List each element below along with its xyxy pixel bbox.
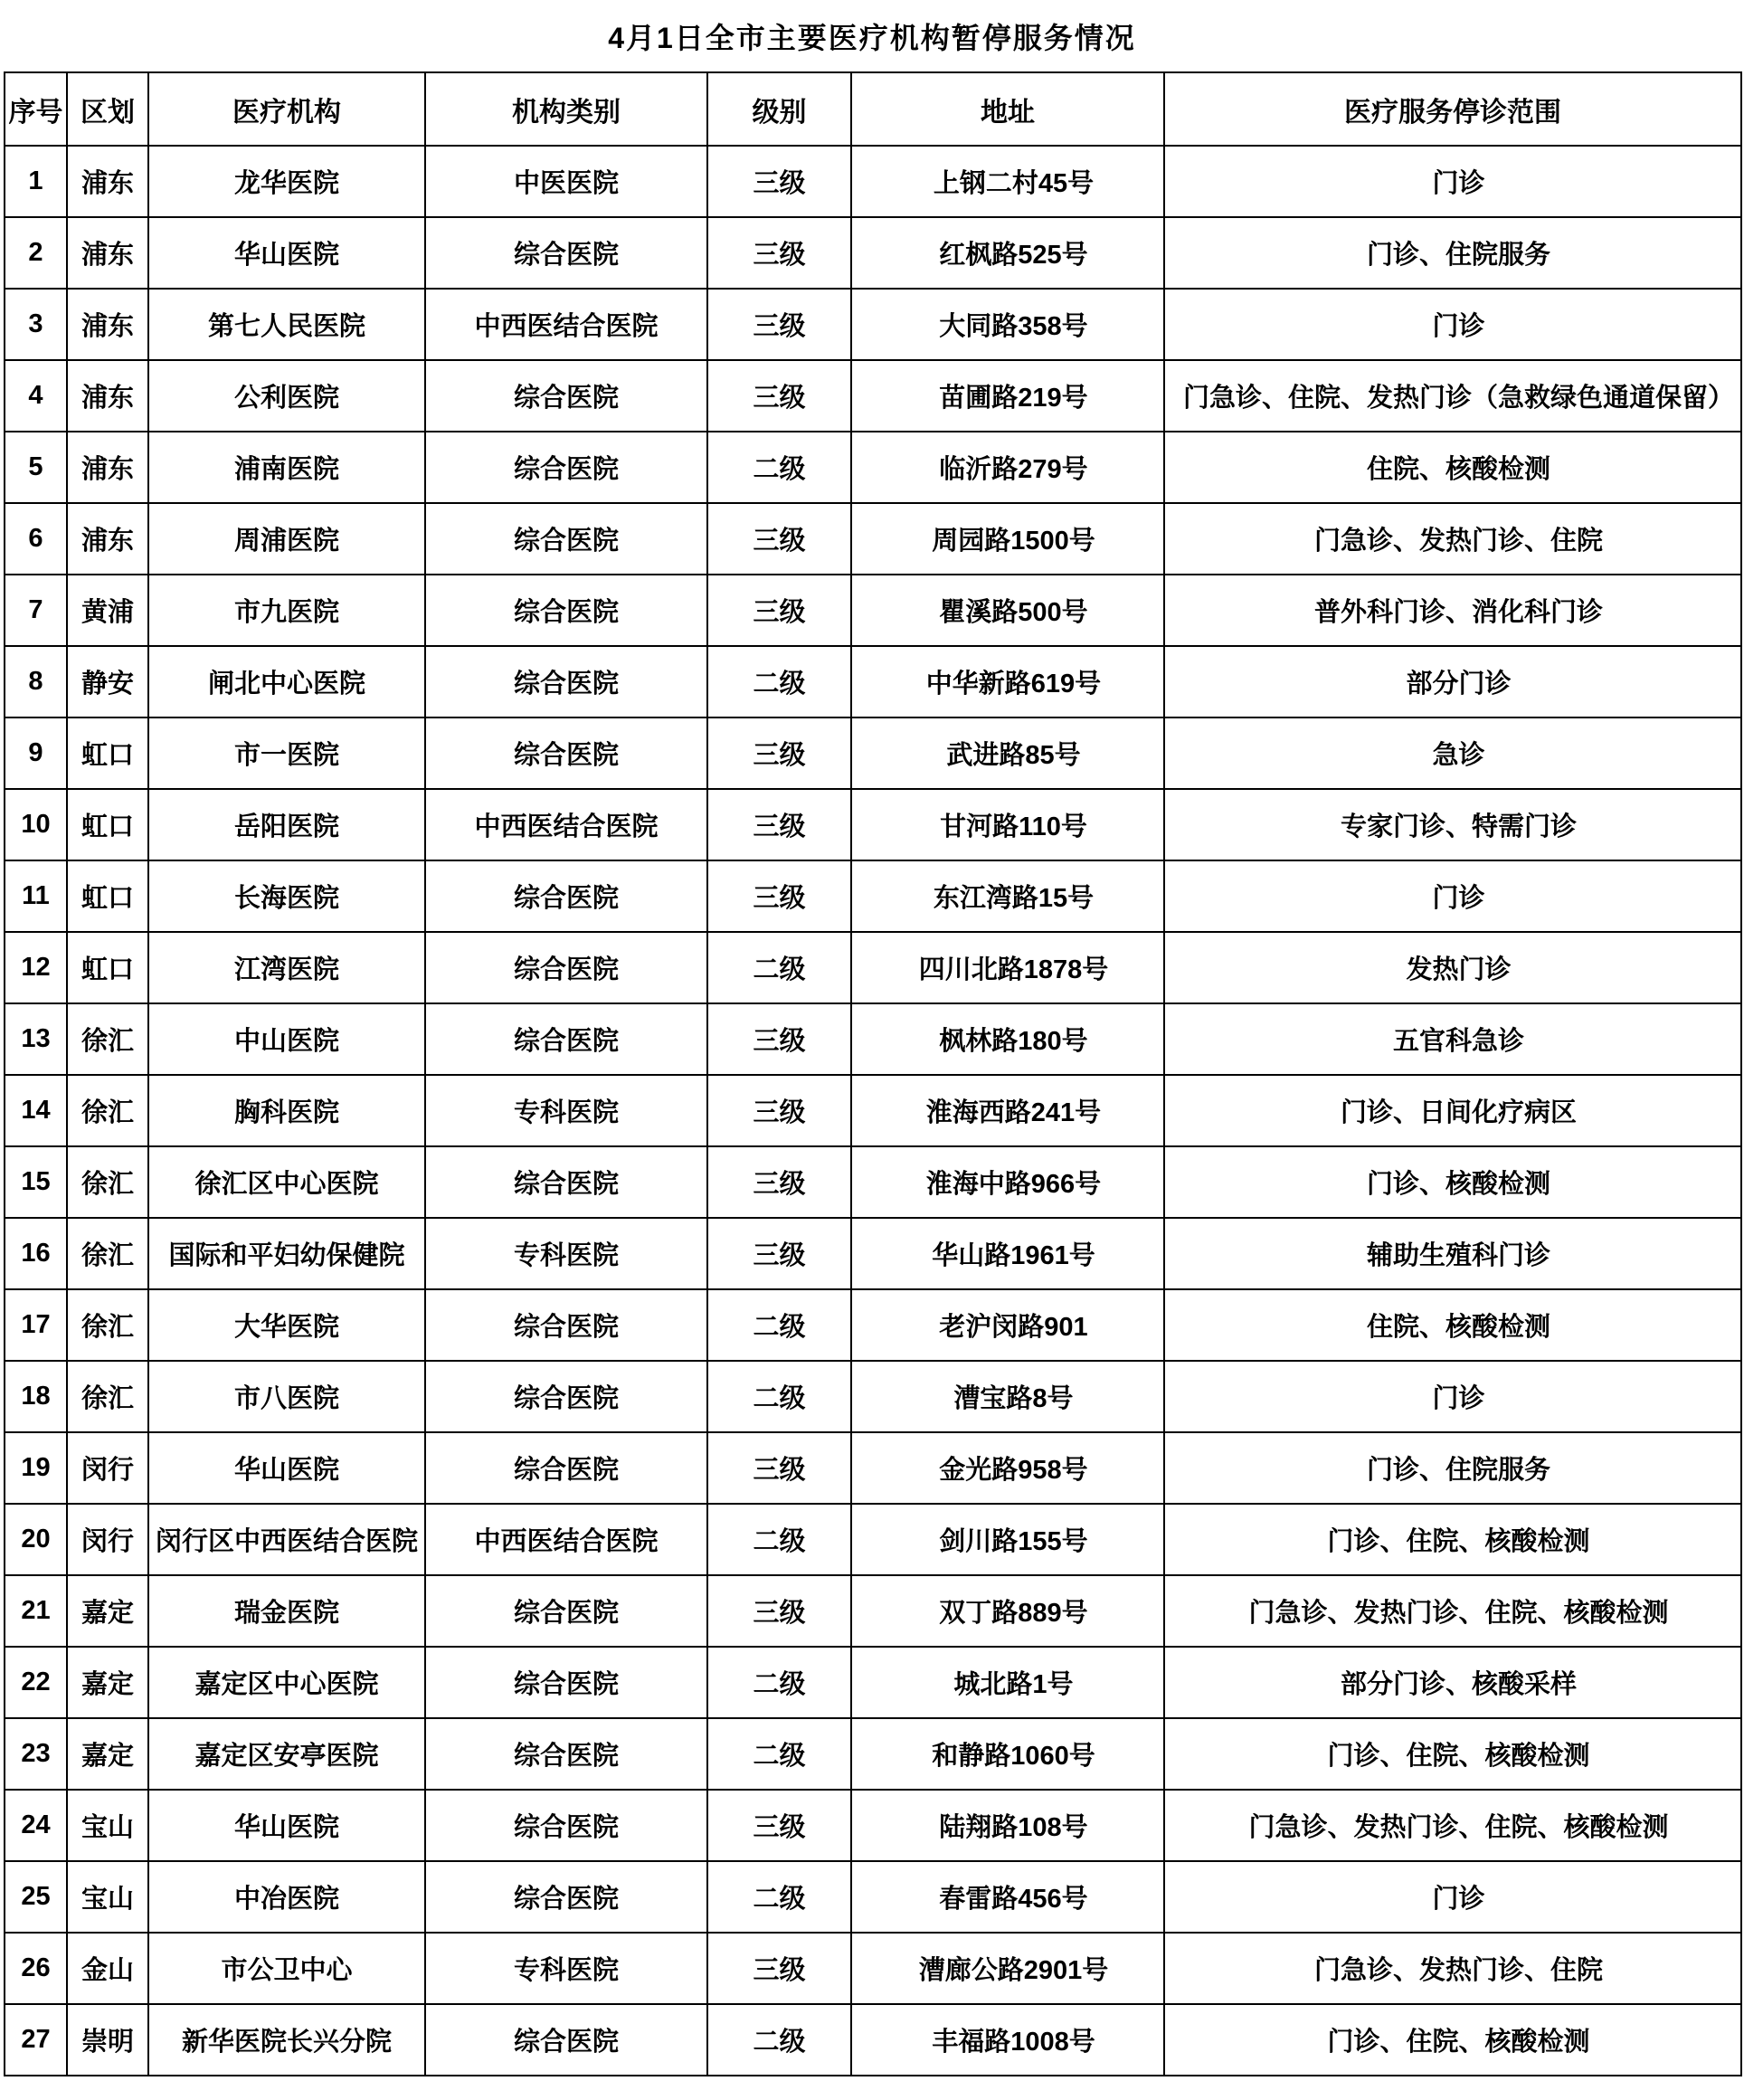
cell-level: 三级 [707, 717, 851, 789]
cell-scope: 门诊、住院、核酸检测 [1164, 2004, 1741, 2076]
cell-level: 三级 [707, 1003, 851, 1075]
cell-category: 综合医院 [425, 1647, 707, 1718]
cell-level: 三级 [707, 360, 851, 432]
cell-district: 嘉定 [67, 1575, 148, 1647]
cell-scope: 部分门诊 [1164, 646, 1741, 717]
cell-level: 三级 [707, 1146, 851, 1218]
cell-institution: 国际和平妇幼保健院 [148, 1218, 425, 1289]
cell-index: 20 [5, 1504, 67, 1575]
table-row [5, 646, 1741, 717]
cell-address: 东江湾路15号 [851, 860, 1164, 932]
table-row [5, 860, 1741, 932]
cell-district: 虹口 [67, 717, 148, 789]
cell-scope: 门诊 [1164, 289, 1741, 360]
cell-institution: 大华医院 [148, 1289, 425, 1361]
cell-category: 综合医院 [425, 432, 707, 503]
cell-index: 25 [5, 1861, 67, 1933]
cell-category: 专科医院 [425, 1218, 707, 1289]
cell-level: 三级 [707, 575, 851, 646]
col-header-address: 地址 [851, 72, 1164, 146]
cell-district: 徐汇 [67, 1075, 148, 1146]
cell-scope: 五官科急诊 [1164, 1003, 1741, 1075]
cell-institution: 周浦医院 [148, 503, 425, 575]
table-row [5, 2004, 1741, 2076]
cell-index: 17 [5, 1289, 67, 1361]
cell-district: 浦东 [67, 217, 148, 289]
cell-institution: 嘉定区中心医院 [148, 1647, 425, 1718]
cell-level: 二级 [707, 1361, 851, 1432]
cell-district: 闵行 [67, 1504, 148, 1575]
cell-category: 综合医院 [425, 2004, 707, 2076]
cell-index: 7 [5, 575, 67, 646]
cell-address: 红枫路525号 [851, 217, 1164, 289]
cell-index: 1 [5, 146, 67, 217]
cell-scope: 门诊、住院服务 [1164, 1432, 1741, 1504]
cell-district: 宝山 [67, 1861, 148, 1933]
cell-institution: 公利医院 [148, 360, 425, 432]
cell-index: 5 [5, 432, 67, 503]
cell-scope: 部分门诊、核酸采样 [1164, 1647, 1741, 1718]
cell-district: 虹口 [67, 789, 148, 860]
cell-scope: 门急诊、发热门诊、住院、核酸检测 [1164, 1790, 1741, 1861]
cell-institution: 龙华医院 [148, 146, 425, 217]
cell-index: 18 [5, 1361, 67, 1432]
cell-institution: 市八医院 [148, 1361, 425, 1432]
cell-level: 三级 [707, 289, 851, 360]
table-row [5, 1003, 1741, 1075]
cell-district: 徐汇 [67, 1361, 148, 1432]
cell-scope: 门诊、核酸检测 [1164, 1146, 1741, 1218]
cell-index: 15 [5, 1146, 67, 1218]
cell-scope: 急诊 [1164, 717, 1741, 789]
cell-scope: 门急诊、发热门诊、住院、核酸检测 [1164, 1575, 1741, 1647]
cell-category: 综合医院 [425, 1361, 707, 1432]
table-row [5, 1647, 1741, 1718]
cell-institution: 第七人民医院 [148, 289, 425, 360]
cell-institution: 市公卫中心 [148, 1933, 425, 2004]
cell-institution: 中冶医院 [148, 1861, 425, 1933]
cell-district: 徐汇 [67, 1146, 148, 1218]
table-row [5, 1432, 1741, 1504]
table-row [5, 789, 1741, 860]
cell-district: 嘉定 [67, 1647, 148, 1718]
cell-district: 浦东 [67, 360, 148, 432]
cell-category: 综合医院 [425, 1861, 707, 1933]
cell-scope: 门诊、住院、核酸检测 [1164, 1718, 1741, 1790]
cell-institution: 岳阳医院 [148, 789, 425, 860]
cell-level: 二级 [707, 932, 851, 1003]
table-row [5, 1504, 1741, 1575]
cell-institution: 华山医院 [148, 1790, 425, 1861]
cell-institution: 闵行区中西医结合医院 [148, 1504, 425, 1575]
cell-category: 综合医院 [425, 1146, 707, 1218]
cell-level: 三级 [707, 1575, 851, 1647]
cell-scope: 门诊 [1164, 1861, 1741, 1933]
cell-institution: 市一医院 [148, 717, 425, 789]
cell-scope: 门诊、住院、核酸检测 [1164, 1504, 1741, 1575]
cell-index: 13 [5, 1003, 67, 1075]
cell-level: 三级 [707, 1790, 851, 1861]
cell-district: 浦东 [67, 289, 148, 360]
cell-address: 漕廊公路2901号 [851, 1933, 1164, 2004]
cell-index: 22 [5, 1647, 67, 1718]
cell-institution: 长海医院 [148, 860, 425, 932]
table-row [5, 1361, 1741, 1432]
cell-district: 浦东 [67, 432, 148, 503]
cell-level: 二级 [707, 1861, 851, 1933]
cell-index: 23 [5, 1718, 67, 1790]
cell-institution: 浦南医院 [148, 432, 425, 503]
cell-category: 综合医院 [425, 503, 707, 575]
cell-index: 27 [5, 2004, 67, 2076]
cell-level: 三级 [707, 217, 851, 289]
cell-scope: 辅助生殖科门诊 [1164, 1218, 1741, 1289]
cell-category: 中医医院 [425, 146, 707, 217]
cell-scope: 门诊、住院服务 [1164, 217, 1741, 289]
cell-scope: 发热门诊 [1164, 932, 1741, 1003]
table-row [5, 1718, 1741, 1790]
cell-scope: 门诊 [1164, 1361, 1741, 1432]
header-row [5, 72, 1741, 146]
cell-category: 综合医院 [425, 717, 707, 789]
cell-level: 二级 [707, 1718, 851, 1790]
cell-institution: 嘉定区安亭医院 [148, 1718, 425, 1790]
cell-district: 闵行 [67, 1432, 148, 1504]
cell-scope: 住院、核酸检测 [1164, 1289, 1741, 1361]
cell-address: 淮海西路241号 [851, 1075, 1164, 1146]
cell-scope: 门急诊、住院、发热门诊（急救绿色通道保留） [1164, 360, 1741, 432]
cell-institution: 江湾医院 [148, 932, 425, 1003]
cell-level: 二级 [707, 646, 851, 717]
col-header-level: 级别 [707, 72, 851, 146]
table-header [5, 72, 1741, 146]
cell-address: 陆翔路108号 [851, 1790, 1164, 1861]
cell-index: 16 [5, 1218, 67, 1289]
cell-level: 三级 [707, 146, 851, 217]
cell-address: 临沂路279号 [851, 432, 1164, 503]
cell-district: 徐汇 [67, 1218, 148, 1289]
cell-index: 11 [5, 860, 67, 932]
cell-institution: 闸北中心医院 [148, 646, 425, 717]
cell-category: 专科医院 [425, 1933, 707, 2004]
cell-category: 综合医院 [425, 1575, 707, 1647]
table-row [5, 1790, 1741, 1861]
cell-district: 金山 [67, 1933, 148, 2004]
cell-category: 综合医院 [425, 646, 707, 717]
cell-category: 中西医结合医院 [425, 789, 707, 860]
page-title: 4月1日全市主要医疗机构暂停服务情况 [608, 21, 1136, 54]
table-row [5, 1289, 1741, 1361]
cell-address: 四川北路1878号 [851, 932, 1164, 1003]
hospital-suspension-table [4, 71, 1742, 2076]
col-header-category: 机构类别 [425, 72, 707, 146]
cell-index: 24 [5, 1790, 67, 1861]
table-row [5, 1218, 1741, 1289]
table-row [5, 1861, 1741, 1933]
cell-level: 三级 [707, 503, 851, 575]
cell-institution: 徐汇区中心医院 [148, 1146, 425, 1218]
cell-address: 枫林路180号 [851, 1003, 1164, 1075]
cell-index: 6 [5, 503, 67, 575]
cell-scope: 普外科门诊、消化科门诊 [1164, 575, 1741, 646]
cell-district: 浦东 [67, 503, 148, 575]
table-row [5, 1146, 1741, 1218]
col-header-institution: 医疗机构 [148, 72, 425, 146]
cell-address: 剑川路155号 [851, 1504, 1164, 1575]
table-row [5, 575, 1741, 646]
col-header-district: 区划 [67, 72, 148, 146]
cell-category: 综合医院 [425, 1289, 707, 1361]
cell-address: 金光路958号 [851, 1432, 1164, 1504]
table-row [5, 503, 1741, 575]
cell-category: 综合医院 [425, 575, 707, 646]
cell-category: 综合医院 [425, 860, 707, 932]
cell-address: 甘河路110号 [851, 789, 1164, 860]
cell-index: 26 [5, 1933, 67, 2004]
cell-level: 三级 [707, 1075, 851, 1146]
cell-index: 14 [5, 1075, 67, 1146]
cell-address: 淮海中路966号 [851, 1146, 1164, 1218]
cell-index: 8 [5, 646, 67, 717]
cell-level: 二级 [707, 2004, 851, 2076]
table-row [5, 1933, 1741, 2004]
table-row [5, 717, 1741, 789]
cell-category: 综合医院 [425, 360, 707, 432]
cell-district: 崇明 [67, 2004, 148, 2076]
cell-level: 二级 [707, 432, 851, 503]
cell-index: 19 [5, 1432, 67, 1504]
table-row [5, 289, 1741, 360]
cell-category: 综合医院 [425, 217, 707, 289]
cell-scope: 门诊 [1164, 146, 1741, 217]
cell-institution: 瑞金医院 [148, 1575, 425, 1647]
cell-district: 黄浦 [67, 575, 148, 646]
table-row [5, 432, 1741, 503]
cell-level: 三级 [707, 1432, 851, 1504]
cell-district: 虹口 [67, 860, 148, 932]
table-row [5, 146, 1741, 217]
cell-district: 静安 [67, 646, 148, 717]
cell-category: 专科医院 [425, 1075, 707, 1146]
cell-index: 3 [5, 289, 67, 360]
cell-institution: 胸科医院 [148, 1075, 425, 1146]
cell-address: 双丁路889号 [851, 1575, 1164, 1647]
cell-category: 综合医院 [425, 1003, 707, 1075]
table-row [5, 1575, 1741, 1647]
cell-index: 12 [5, 932, 67, 1003]
cell-address: 老沪闵路901 [851, 1289, 1164, 1361]
table-row [5, 217, 1741, 289]
cell-category: 综合医院 [425, 1432, 707, 1504]
cell-district: 宝山 [67, 1790, 148, 1861]
cell-level: 二级 [707, 1647, 851, 1718]
cell-index: 9 [5, 717, 67, 789]
cell-address: 大同路358号 [851, 289, 1164, 360]
cell-scope: 专家门诊、特需门诊 [1164, 789, 1741, 860]
cell-level: 三级 [707, 1218, 851, 1289]
cell-scope: 门诊、日间化疗病区 [1164, 1075, 1741, 1146]
cell-index: 10 [5, 789, 67, 860]
cell-scope: 门急诊、发热门诊、住院 [1164, 1933, 1741, 2004]
cell-address: 春雷路456号 [851, 1861, 1164, 1933]
cell-index: 4 [5, 360, 67, 432]
cell-district: 虹口 [67, 932, 148, 1003]
cell-address: 武进路85号 [851, 717, 1164, 789]
cell-scope: 住院、核酸检测 [1164, 432, 1741, 503]
cell-level: 二级 [707, 1289, 851, 1361]
cell-address: 华山路1961号 [851, 1218, 1164, 1289]
cell-address: 漕宝路8号 [851, 1361, 1164, 1432]
cell-address: 中华新路619号 [851, 646, 1164, 717]
cell-institution: 新华医院长兴分院 [148, 2004, 425, 2076]
cell-institution: 华山医院 [148, 217, 425, 289]
cell-address: 上钢二村45号 [851, 146, 1164, 217]
cell-institution: 中山医院 [148, 1003, 425, 1075]
cell-institution: 华山医院 [148, 1432, 425, 1504]
cell-district: 嘉定 [67, 1718, 148, 1790]
cell-district: 浦东 [67, 146, 148, 217]
cell-level: 三级 [707, 789, 851, 860]
cell-category: 综合医院 [425, 1718, 707, 1790]
cell-scope: 门急诊、发热门诊、住院 [1164, 503, 1741, 575]
cell-address: 苗圃路219号 [851, 360, 1164, 432]
cell-district: 徐汇 [67, 1289, 148, 1361]
cell-address: 城北路1号 [851, 1647, 1164, 1718]
cell-address: 周园路1500号 [851, 503, 1164, 575]
cell-category: 中西医结合医院 [425, 1504, 707, 1575]
cell-index: 2 [5, 217, 67, 289]
cell-address: 丰福路1008号 [851, 2004, 1164, 2076]
cell-level: 三级 [707, 1933, 851, 2004]
cell-index: 21 [5, 1575, 67, 1647]
cell-category: 中西医结合医院 [425, 289, 707, 360]
cell-institution: 市九医院 [148, 575, 425, 646]
cell-address: 瞿溪路500号 [851, 575, 1164, 646]
cell-district: 徐汇 [67, 1003, 148, 1075]
table-body [5, 146, 1741, 2076]
table-row [5, 1075, 1741, 1146]
table-row [5, 360, 1741, 432]
col-header-index: 序号 [5, 72, 67, 146]
cell-category: 综合医院 [425, 932, 707, 1003]
cell-level: 三级 [707, 860, 851, 932]
cell-scope: 门诊 [1164, 860, 1741, 932]
col-header-scope: 医疗服务停诊范围 [1164, 72, 1741, 146]
cell-category: 综合医院 [425, 1790, 707, 1861]
cell-address: 和静路1060号 [851, 1718, 1164, 1790]
cell-level: 二级 [707, 1504, 851, 1575]
table-row [5, 932, 1741, 1003]
